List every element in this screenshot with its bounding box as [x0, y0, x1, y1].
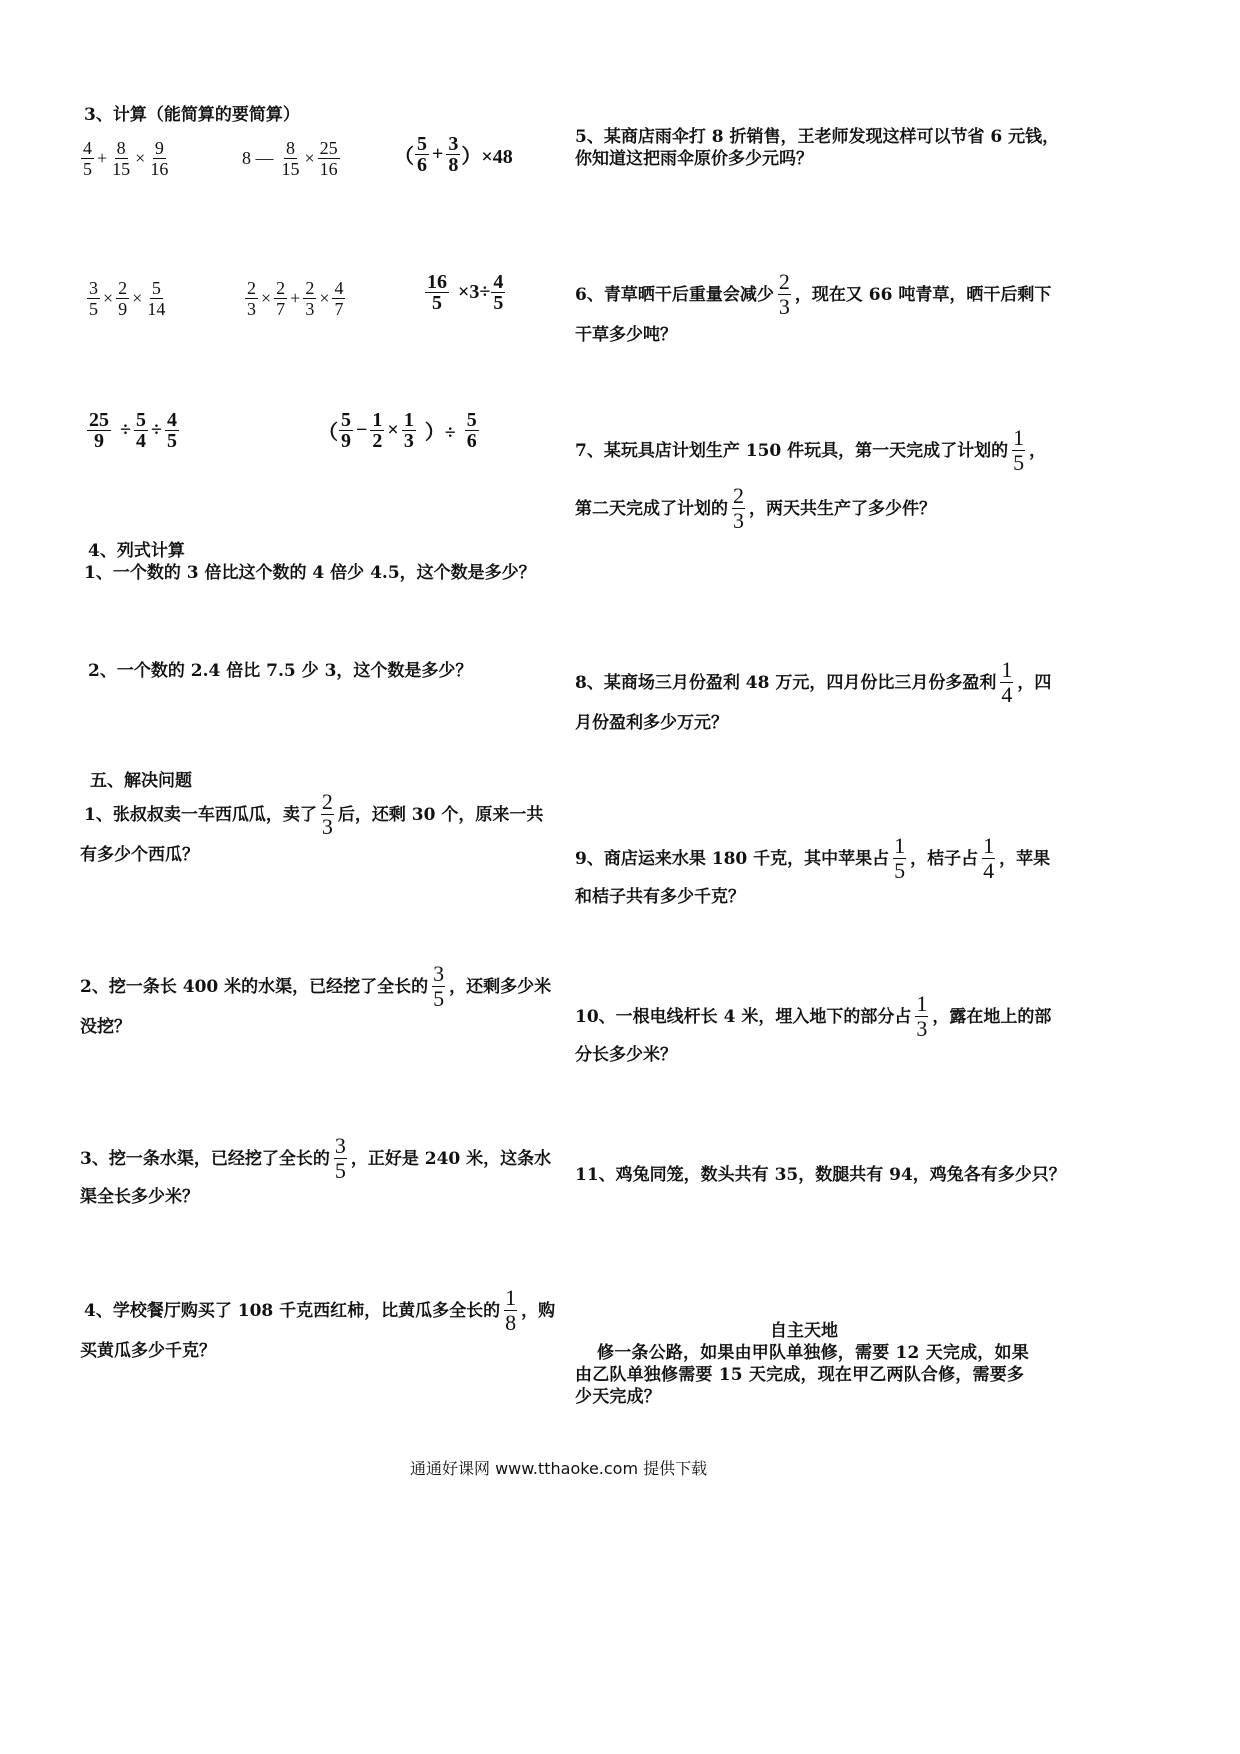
problem-5-line-2: 你知道这把雨伞原价多少元吗？ [575, 149, 813, 169]
problem-1-line-2: 有多少个西瓜？ [80, 845, 199, 865]
footer-credit: 通通好课网 www.tthaoke.com 提供下载 [410, 1459, 708, 1478]
problem-10-line-1: 10、一根电线杆长 4 米，埋入地下的部分占 $\frac{1}{3}$ ，露在地上的部 [575, 991, 1052, 1041]
problem-3-line-2: 渠全长多少米？ [80, 1187, 199, 1207]
sec4-question-1: 1、一个数的 3 倍比这个数的 4 倍少 4.5，这个数是多少？ [84, 563, 536, 583]
calc-expression-6: $\frac{16}{5}$ ×3÷ $\frac{4}{5}$ [427, 271, 504, 314]
problem-9-line-1: 9、商店运来水果 180 千克，其中苹果占 $\frac{1}{5}$ ，桔子占 $\frac{1}{4}$ ，苹果 [575, 833, 1051, 883]
sec4-question-2: 2、一个数的 2.4 倍比 7.5 少 3，这个数是多少？ [88, 661, 473, 681]
problem-10-line-2: 分长多少米？ [575, 1045, 677, 1065]
bonus-title: 自主天地 [770, 1321, 838, 1341]
problem-4-line-2: 买黄瓜多少千克？ [80, 1341, 216, 1361]
calc-expression-5: $\frac{2}{3}$ × $\frac{2}{7}$ + $\frac{2}{3}$ × $\frac{4}{7}$ [247, 278, 344, 319]
problem-6-line-1: 6、青草晒干后重量会减少 $\frac{2}{3}$ ，现在又 66 吨青草，晒干后剩下 [575, 269, 1052, 319]
section-3-title: 3、计算（能简算的要简算） [84, 105, 300, 125]
calc-expression-8: （ $\frac{5}{9}$ − $\frac{1}{2}$ × $\frac{1}{3}$ ）÷ $\frac{5}{6}$ [318, 409, 477, 452]
problem-9-line-2: 和桔子共有多少千克？ [575, 887, 745, 907]
problem-8-line-1: 8、某商场三月份盈利 48 万元，四月份比三月份多盈利 $\frac{1}{4}$ ，四 [575, 657, 1052, 707]
problem-6-line-2: 干草多少吨？ [575, 325, 677, 345]
problem-8-line-2: 月份盈利多少万元？ [575, 713, 728, 733]
problem-2-line-1: 2、挖一条长 400 米的水渠，已经挖了全长的 $\frac{3}{5}$ ，还剩多少米 [80, 961, 552, 1011]
calc-expression-1: $\frac{4}{5}$ + $\frac{8}{15}$ × $\frac{9}{16}$ [83, 138, 169, 179]
section-4-title: 4、列式计算 [88, 541, 185, 561]
problem-3-line-1: 3、挖一条水渠，已经挖了全长的 $\frac{3}{5}$ ，正好是 240 米，这条水 [80, 1133, 552, 1183]
problem-7-line-2: 第二天完成了计划的 $\frac{2}{3}$ ，两天共生产了多少件？ [575, 483, 936, 533]
calc-expression-7: $\frac{25}{9}$ ÷ $\frac{5}{4}$ ÷ $\frac{4}{5}$ [89, 409, 177, 452]
problem-2-line-2: 没挖？ [80, 1017, 131, 1037]
problem-5-line-1: 5、某商店雨伞打 8 折销售，王老师发现这样可以节省 6 元钱， [575, 127, 1060, 147]
calc-expression-4: $\frac{3}{5}$ × $\frac{2}{9}$ × $\frac{5}{14}$ [89, 278, 166, 319]
problem-11: 11、鸡兔同笼，数头共有 35，数腿共有 94，鸡兔各有多少只？ [575, 1165, 1066, 1185]
problem-7-line-1: 7、某玩具店计划生产 150 件玩具，第一天完成了计划的 $\frac{1}{5}$ ， [575, 425, 1047, 475]
calc-expression-2: 8 — $\frac{8}{15}$ × $\frac{25}{16}$ [242, 138, 338, 179]
section-5-title: 五、解决问题 [90, 771, 192, 791]
bonus-problem: 修一条公路，如果由甲队单独修，需要 12 天完成，如果由乙队单独修需要 15 天完成，现在甲乙两队合修，需要多少天完成？ [575, 1343, 1029, 1407]
problem-1-line-1: 1、张叔叔卖一车西瓜瓜，卖了 $\frac{2}{3}$ 后，还剩 30 个，原来一共 [84, 789, 544, 839]
problem-4-line-1: 4、学校餐厅购买了 108 千克西红柿，比黄瓜多全长的 $\frac{1}{8}$ ，购 [84, 1285, 556, 1335]
calc-expression-3: （ $\frac{5}{6}$ + $\frac{3}{8}$ ）×48 [394, 133, 513, 176]
